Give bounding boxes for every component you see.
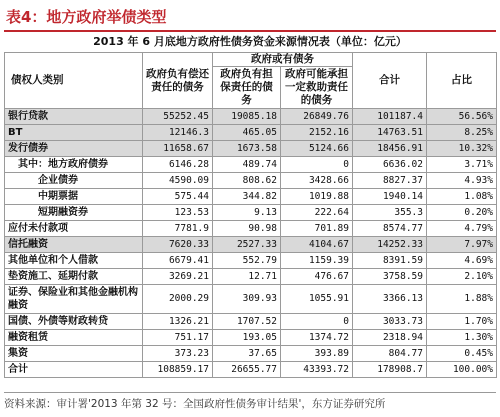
cell-c2: 1707.52 [213, 314, 281, 330]
cell-c5: 1.70% [427, 314, 497, 330]
table-row [5, 157, 497, 173]
cell-c1: 7620.33 [143, 237, 213, 253]
table-row [5, 253, 497, 269]
table-row [5, 314, 497, 330]
cell-c2: 37.65 [213, 346, 281, 362]
table-title: 表4：地方政府举债类型 [6, 8, 167, 26]
cell-c5: 1.88% [427, 285, 497, 314]
cell-c3: 43393.72 [281, 362, 353, 378]
cell-c3: 0 [281, 314, 353, 330]
cell-c1: 2000.29 [143, 285, 213, 314]
row-label: 集资 [5, 346, 143, 362]
cell-c1: 108859.17 [143, 362, 213, 378]
cell-c3: 5124.66 [281, 141, 353, 157]
table-title-bar [4, 4, 496, 32]
cell-c5: 4.69% [427, 253, 497, 269]
cell-c3: 26849.76 [281, 109, 353, 125]
cell-c4: 101187.4 [353, 109, 427, 125]
table-row [5, 125, 497, 141]
cell-c3: 0 [281, 157, 353, 173]
header-liable: 政府负有偿还责任的债务 [143, 53, 213, 109]
cell-c5: 1.30% [427, 330, 497, 346]
cell-c1: 751.17 [143, 330, 213, 346]
header-total: 合计 [353, 53, 427, 109]
cell-c5: 10.32% [427, 141, 497, 157]
cell-c1: 4590.09 [143, 173, 213, 189]
table-row [5, 237, 497, 253]
cell-c4: 3033.73 [353, 314, 427, 330]
cell-c4: 8827.37 [353, 173, 427, 189]
table-row [5, 221, 497, 237]
row-label: BT [5, 125, 143, 141]
cell-c4: 178908.7 [353, 362, 427, 378]
cell-c1: 55252.45 [143, 109, 213, 125]
row-label: 其他单位和个人借款 [5, 253, 143, 269]
row-label: 短期融资券 [5, 205, 143, 221]
cell-c4: 355.3 [353, 205, 427, 221]
cell-c2: 26655.77 [213, 362, 281, 378]
cell-c1: 6679.41 [143, 253, 213, 269]
table-row [5, 269, 497, 285]
cell-c1: 11658.67 [143, 141, 213, 157]
cell-c2: 1673.58 [213, 141, 281, 157]
cell-c4: 18456.91 [353, 141, 427, 157]
row-label: 国债、外债等财政转贷 [5, 314, 143, 330]
source-note: 资料来源：审计署'2013 年第 32 号：全国政府性债务审计结果'，东方证券研究所 [4, 398, 386, 410]
cell-c3: 4104.67 [281, 237, 353, 253]
table-row [5, 285, 497, 314]
cell-c2: 9.13 [213, 205, 281, 221]
cell-c3: 2152.16 [281, 125, 353, 141]
header-relief: 政府可能承担一定救助责任的债务 [281, 67, 353, 109]
table-row [5, 362, 497, 378]
table-subtitle: 2013 年 6 月底地方政府性债务资金来源情况表（单位：亿元） [93, 35, 407, 48]
cell-c5: 56.56% [427, 109, 497, 125]
cell-c3: 3428.66 [281, 173, 353, 189]
table-row [5, 346, 497, 362]
cell-c4: 2318.94 [353, 330, 427, 346]
table-row [5, 173, 497, 189]
cell-c1: 7781.9 [143, 221, 213, 237]
table-row [5, 109, 497, 125]
header-guarantee: 政府负有担保责任的债务 [213, 67, 281, 109]
cell-c5: 0.20% [427, 205, 497, 221]
table-row [5, 189, 497, 205]
cell-c5: 7.97% [427, 237, 497, 253]
cell-c4: 14763.51 [353, 125, 427, 141]
table-row [5, 141, 497, 157]
row-label: 中期票据 [5, 189, 143, 205]
cell-c3: 393.89 [281, 346, 353, 362]
row-label: 发行债券 [5, 141, 143, 157]
cell-c4: 14252.33 [353, 237, 427, 253]
header-share: 占比 [427, 53, 497, 109]
cell-c4: 3366.13 [353, 285, 427, 314]
row-label: 信托融资 [5, 237, 143, 253]
cell-c3: 1374.72 [281, 330, 353, 346]
table-body [5, 109, 497, 378]
cell-c2: 309.93 [213, 285, 281, 314]
cell-c3: 701.89 [281, 221, 353, 237]
cell-c2: 193.05 [213, 330, 281, 346]
cell-c5: 2.10% [427, 269, 497, 285]
cell-c4: 8391.59 [353, 253, 427, 269]
cell-c3: 222.64 [281, 205, 353, 221]
table-row [5, 205, 497, 221]
cell-c4: 3758.59 [353, 269, 427, 285]
cell-c2: 90.98 [213, 221, 281, 237]
cell-c4: 1940.14 [353, 189, 427, 205]
cell-c1: 12146.3 [143, 125, 213, 141]
cell-c4: 6636.02 [353, 157, 427, 173]
row-label: 其中：地方政府债券 [5, 157, 143, 173]
cell-c5: 100.00% [427, 362, 497, 378]
cell-c5: 0.45% [427, 346, 497, 362]
row-label: 融资租赁 [5, 330, 143, 346]
table-row [5, 330, 497, 346]
row-label: 垫资施工、延期付款 [5, 269, 143, 285]
cell-c2: 808.62 [213, 173, 281, 189]
cell-c2: 19085.18 [213, 109, 281, 125]
cell-c1: 1326.21 [143, 314, 213, 330]
cell-c5: 1.08% [427, 189, 497, 205]
row-label: 应付未付款项 [5, 221, 143, 237]
cell-c2: 12.71 [213, 269, 281, 285]
cell-c5: 4.79% [427, 221, 497, 237]
cell-c4: 804.77 [353, 346, 427, 362]
cell-c1: 6146.28 [143, 157, 213, 173]
cell-c4: 8574.77 [353, 221, 427, 237]
cell-c3: 476.67 [281, 269, 353, 285]
cell-c5: 8.25% [427, 125, 497, 141]
cell-c1: 3269.21 [143, 269, 213, 285]
cell-c1: 123.53 [143, 205, 213, 221]
cell-c1: 373.23 [143, 346, 213, 362]
row-label: 银行贷款 [5, 109, 143, 125]
header-contingent-group: 政府或有债务 [213, 53, 353, 67]
cell-c5: 3.71% [427, 157, 497, 173]
cell-c2: 344.82 [213, 189, 281, 205]
cell-c3: 1055.91 [281, 285, 353, 314]
row-label: 证券、保险业和其他金融机构融资 [5, 285, 143, 314]
cell-c2: 2527.33 [213, 237, 281, 253]
row-label: 企业债券 [5, 173, 143, 189]
source-divider [4, 392, 496, 393]
cell-c3: 1159.39 [281, 253, 353, 269]
row-label: 合计 [5, 362, 143, 378]
cell-c2: 489.74 [213, 157, 281, 173]
cell-c5: 4.93% [427, 173, 497, 189]
header-creditor: 债权人类别 [5, 53, 143, 109]
cell-c2: 465.05 [213, 125, 281, 141]
cell-c3: 1019.88 [281, 189, 353, 205]
cell-c2: 552.79 [213, 253, 281, 269]
cell-c1: 575.44 [143, 189, 213, 205]
debt-source-table [4, 52, 497, 378]
